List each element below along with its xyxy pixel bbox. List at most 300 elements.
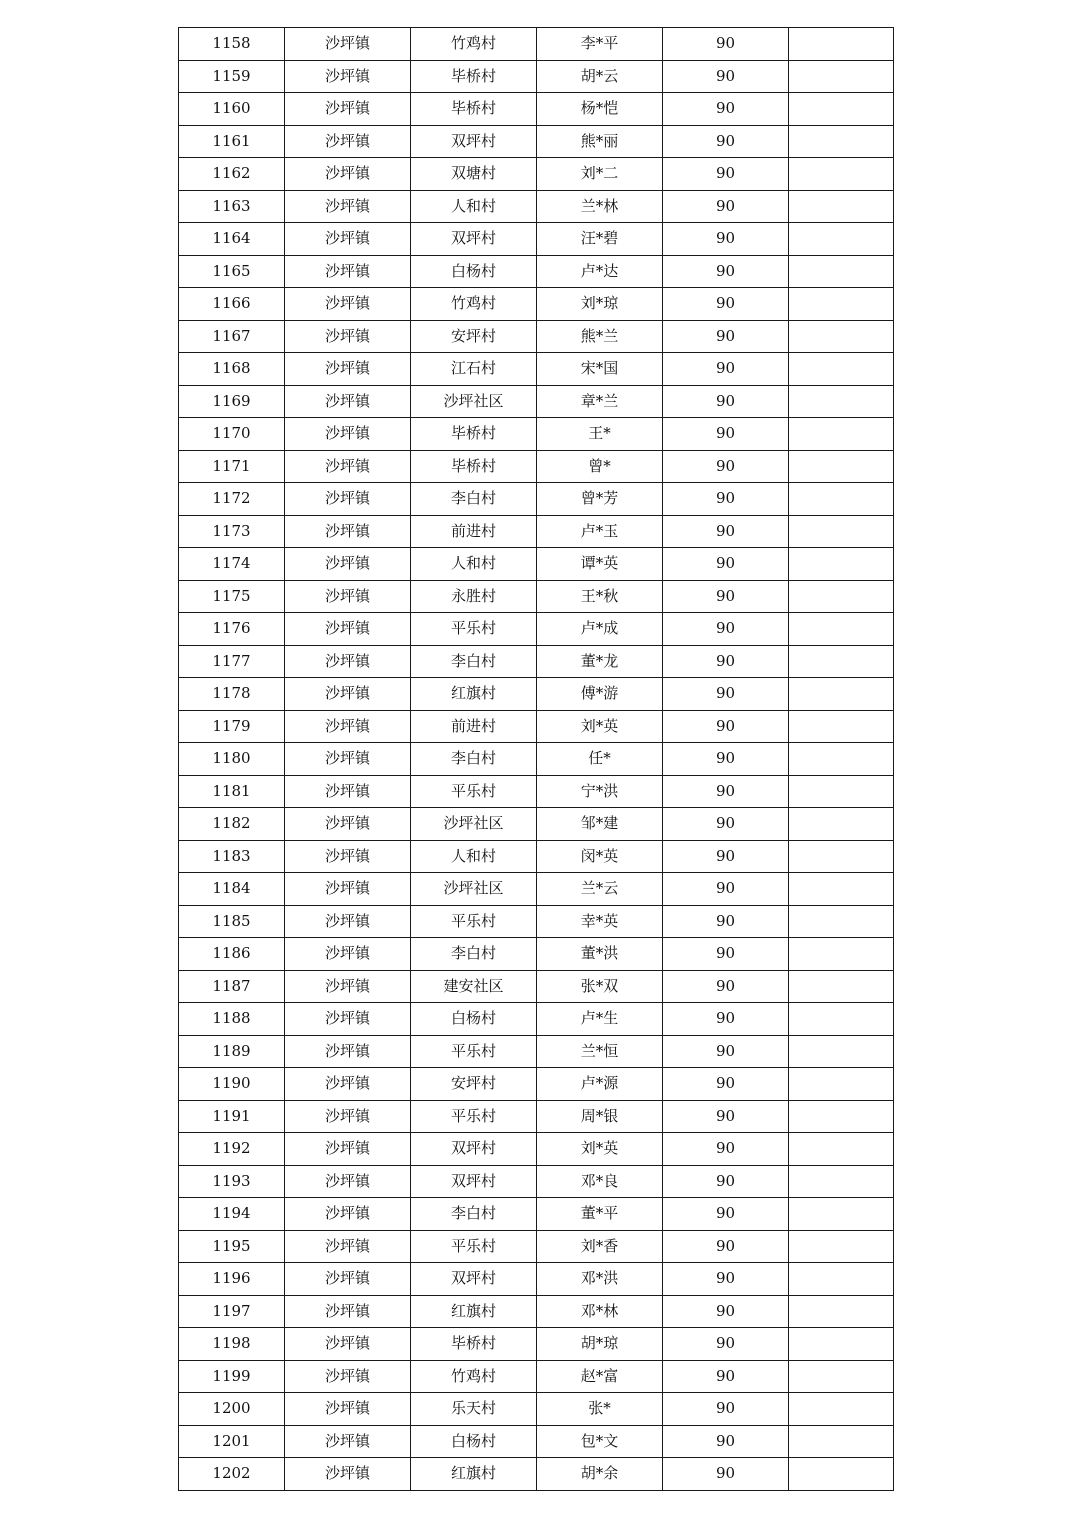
person-name-cell: 兰*林 <box>537 190 663 223</box>
person-name-cell: 邓*林 <box>537 1295 663 1328</box>
remarks-cell <box>789 1458 894 1491</box>
village-cell: 安坪村 <box>411 1068 537 1101</box>
town-cell: 沙坪镇 <box>285 938 411 971</box>
table-row <box>179 613 894 646</box>
person-name-cell: 李*平 <box>537 28 663 61</box>
town-cell: 沙坪镇 <box>285 743 411 776</box>
village-cell: 双坪村 <box>411 1165 537 1198</box>
remarks-cell <box>789 938 894 971</box>
person-name-cell: 幸*英 <box>537 905 663 938</box>
amount-cell: 90 <box>663 1263 789 1296</box>
village-cell: 江石村 <box>411 353 537 386</box>
person-name-cell: 谭*英 <box>537 548 663 581</box>
serial-number-cell: 1181 <box>179 775 285 808</box>
table-row <box>179 1295 894 1328</box>
serial-number-cell: 1186 <box>179 938 285 971</box>
table-row <box>179 1035 894 1068</box>
table-row <box>179 905 894 938</box>
person-name-cell: 卢*玉 <box>537 515 663 548</box>
person-name-cell: 宋*国 <box>537 353 663 386</box>
amount-cell: 90 <box>663 1100 789 1133</box>
town-cell: 沙坪镇 <box>285 1328 411 1361</box>
town-cell: 沙坪镇 <box>285 190 411 223</box>
amount-cell: 90 <box>663 1003 789 1036</box>
remarks-cell <box>789 645 894 678</box>
village-cell: 永胜村 <box>411 580 537 613</box>
person-name-cell: 熊*丽 <box>537 125 663 158</box>
remarks-cell <box>789 548 894 581</box>
village-cell: 毕桥村 <box>411 60 537 93</box>
town-cell: 沙坪镇 <box>285 840 411 873</box>
table-row <box>179 515 894 548</box>
town-cell: 沙坪镇 <box>285 28 411 61</box>
village-cell: 人和村 <box>411 840 537 873</box>
village-cell: 双坪村 <box>411 1133 537 1166</box>
town-cell: 沙坪镇 <box>285 1100 411 1133</box>
amount-cell: 90 <box>663 28 789 61</box>
table-row <box>179 1003 894 1036</box>
amount-cell: 90 <box>663 1458 789 1491</box>
table-row <box>179 125 894 158</box>
town-cell: 沙坪镇 <box>285 1068 411 1101</box>
remarks-cell <box>789 320 894 353</box>
town-cell: 沙坪镇 <box>285 1198 411 1231</box>
village-cell: 双坪村 <box>411 125 537 158</box>
table-row <box>179 1133 894 1166</box>
serial-number-cell: 1201 <box>179 1425 285 1458</box>
remarks-cell <box>789 125 894 158</box>
serial-number-cell: 1179 <box>179 710 285 743</box>
remarks-cell <box>789 970 894 1003</box>
person-name-cell: 董*平 <box>537 1198 663 1231</box>
village-cell: 李白村 <box>411 483 537 516</box>
amount-cell: 90 <box>663 710 789 743</box>
table-row <box>179 288 894 321</box>
table-row <box>179 970 894 1003</box>
amount-cell: 90 <box>663 548 789 581</box>
serial-number-cell: 1189 <box>179 1035 285 1068</box>
amount-cell: 90 <box>663 190 789 223</box>
amount-cell: 90 <box>663 678 789 711</box>
serial-number-cell: 1190 <box>179 1068 285 1101</box>
serial-number-cell: 1169 <box>179 385 285 418</box>
amount-cell: 90 <box>663 255 789 288</box>
amount-cell: 90 <box>663 418 789 451</box>
amount-cell: 90 <box>663 743 789 776</box>
table-row <box>179 223 894 256</box>
village-cell: 白杨村 <box>411 255 537 288</box>
person-name-cell: 章*兰 <box>537 385 663 418</box>
amount-cell: 90 <box>663 580 789 613</box>
table-row <box>179 1328 894 1361</box>
table-row <box>179 158 894 191</box>
amount-cell: 90 <box>663 645 789 678</box>
amount-cell: 90 <box>663 450 789 483</box>
serial-number-cell: 1171 <box>179 450 285 483</box>
amount-cell: 90 <box>663 385 789 418</box>
serial-number-cell: 1172 <box>179 483 285 516</box>
person-name-cell: 卢*成 <box>537 613 663 646</box>
town-cell: 沙坪镇 <box>285 450 411 483</box>
table-row <box>179 1165 894 1198</box>
serial-number-cell: 1167 <box>179 320 285 353</box>
town-cell: 沙坪镇 <box>285 1458 411 1491</box>
person-name-cell: 胡*云 <box>537 60 663 93</box>
remarks-cell <box>789 1393 894 1426</box>
remarks-cell <box>789 1165 894 1198</box>
town-cell: 沙坪镇 <box>285 678 411 711</box>
village-cell: 前进村 <box>411 710 537 743</box>
serial-number-cell: 1199 <box>179 1360 285 1393</box>
person-name-cell: 杨*恺 <box>537 93 663 126</box>
remarks-cell <box>789 1198 894 1231</box>
village-cell: 人和村 <box>411 548 537 581</box>
person-name-cell: 董*龙 <box>537 645 663 678</box>
village-cell: 竹鸡村 <box>411 288 537 321</box>
remarks-cell <box>789 1328 894 1361</box>
serial-number-cell: 1188 <box>179 1003 285 1036</box>
table-row <box>179 353 894 386</box>
village-cell: 建安社区 <box>411 970 537 1003</box>
table-row <box>179 1263 894 1296</box>
remarks-cell <box>789 418 894 451</box>
person-name-cell: 董*洪 <box>537 938 663 971</box>
village-cell: 毕桥村 <box>411 93 537 126</box>
serial-number-cell: 1161 <box>179 125 285 158</box>
serial-number-cell: 1173 <box>179 515 285 548</box>
table-row <box>179 1360 894 1393</box>
amount-cell: 90 <box>663 223 789 256</box>
village-cell: 沙坪社区 <box>411 385 537 418</box>
amount-cell: 90 <box>663 1425 789 1458</box>
town-cell: 沙坪镇 <box>285 483 411 516</box>
remarks-cell <box>789 28 894 61</box>
village-cell: 平乐村 <box>411 1230 537 1263</box>
person-name-cell: 任* <box>537 743 663 776</box>
amount-cell: 90 <box>663 1198 789 1231</box>
serial-number-cell: 1177 <box>179 645 285 678</box>
town-cell: 沙坪镇 <box>285 1263 411 1296</box>
table-row <box>179 320 894 353</box>
remarks-cell <box>789 1263 894 1296</box>
village-cell: 毕桥村 <box>411 1328 537 1361</box>
amount-cell: 90 <box>663 1360 789 1393</box>
roster-table-body <box>179 28 894 1491</box>
town-cell: 沙坪镇 <box>285 613 411 646</box>
amount-cell: 90 <box>663 1328 789 1361</box>
person-name-cell: 胡*余 <box>537 1458 663 1491</box>
serial-number-cell: 1187 <box>179 970 285 1003</box>
serial-number-cell: 1175 <box>179 580 285 613</box>
table-row <box>179 418 894 451</box>
serial-number-cell: 1198 <box>179 1328 285 1361</box>
remarks-cell <box>789 1100 894 1133</box>
amount-cell: 90 <box>663 1133 789 1166</box>
remarks-cell <box>789 775 894 808</box>
person-name-cell: 傅*游 <box>537 678 663 711</box>
table-row <box>179 1198 894 1231</box>
town-cell: 沙坪镇 <box>285 1360 411 1393</box>
remarks-cell <box>789 385 894 418</box>
table-row <box>179 938 894 971</box>
town-cell: 沙坪镇 <box>285 1003 411 1036</box>
village-cell: 双坪村 <box>411 1263 537 1296</box>
village-cell: 白杨村 <box>411 1003 537 1036</box>
table-row <box>179 93 894 126</box>
remarks-cell <box>789 905 894 938</box>
person-name-cell: 赵*富 <box>537 1360 663 1393</box>
amount-cell: 90 <box>663 158 789 191</box>
serial-number-cell: 1165 <box>179 255 285 288</box>
village-cell: 平乐村 <box>411 613 537 646</box>
village-cell: 沙坪社区 <box>411 873 537 906</box>
town-cell: 沙坪镇 <box>285 808 411 841</box>
amount-cell: 90 <box>663 353 789 386</box>
serial-number-cell: 1191 <box>179 1100 285 1133</box>
serial-number-cell: 1168 <box>179 353 285 386</box>
serial-number-cell: 1159 <box>179 60 285 93</box>
remarks-cell <box>789 613 894 646</box>
town-cell: 沙坪镇 <box>285 775 411 808</box>
serial-number-cell: 1202 <box>179 1458 285 1491</box>
table-row <box>179 483 894 516</box>
village-cell: 平乐村 <box>411 1035 537 1068</box>
person-name-cell: 兰*云 <box>537 873 663 906</box>
person-name-cell: 闵*英 <box>537 840 663 873</box>
person-name-cell: 刘*英 <box>537 710 663 743</box>
village-cell: 沙坪社区 <box>411 808 537 841</box>
table-row <box>179 743 894 776</box>
serial-number-cell: 1162 <box>179 158 285 191</box>
remarks-cell <box>789 1133 894 1166</box>
town-cell: 沙坪镇 <box>285 1230 411 1263</box>
town-cell: 沙坪镇 <box>285 970 411 1003</box>
amount-cell: 90 <box>663 970 789 1003</box>
village-cell: 白杨村 <box>411 1425 537 1458</box>
remarks-cell <box>789 223 894 256</box>
table-row <box>179 450 894 483</box>
table-row <box>179 645 894 678</box>
remarks-cell <box>789 93 894 126</box>
amount-cell: 90 <box>663 320 789 353</box>
village-cell: 前进村 <box>411 515 537 548</box>
village-cell: 双坪村 <box>411 223 537 256</box>
amount-cell: 90 <box>663 775 789 808</box>
town-cell: 沙坪镇 <box>285 353 411 386</box>
remarks-cell <box>789 483 894 516</box>
person-name-cell: 卢*达 <box>537 255 663 288</box>
serial-number-cell: 1174 <box>179 548 285 581</box>
town-cell: 沙坪镇 <box>285 873 411 906</box>
amount-cell: 90 <box>663 1230 789 1263</box>
serial-number-cell: 1200 <box>179 1393 285 1426</box>
serial-number-cell: 1164 <box>179 223 285 256</box>
remarks-cell <box>789 1230 894 1263</box>
serial-number-cell: 1166 <box>179 288 285 321</box>
person-name-cell: 曾*芳 <box>537 483 663 516</box>
person-name-cell: 卢*源 <box>537 1068 663 1101</box>
town-cell: 沙坪镇 <box>285 418 411 451</box>
amount-cell: 90 <box>663 515 789 548</box>
town-cell: 沙坪镇 <box>285 223 411 256</box>
remarks-cell <box>789 1003 894 1036</box>
table-row <box>179 1393 894 1426</box>
person-name-cell: 邹*建 <box>537 808 663 841</box>
serial-number-cell: 1170 <box>179 418 285 451</box>
serial-number-cell: 1195 <box>179 1230 285 1263</box>
amount-cell: 90 <box>663 60 789 93</box>
village-cell: 红旗村 <box>411 678 537 711</box>
village-cell: 安坪村 <box>411 320 537 353</box>
amount-cell: 90 <box>663 1295 789 1328</box>
village-cell: 毕桥村 <box>411 418 537 451</box>
town-cell: 沙坪镇 <box>285 1393 411 1426</box>
serial-number-cell: 1184 <box>179 873 285 906</box>
village-cell: 李白村 <box>411 938 537 971</box>
table-row <box>179 580 894 613</box>
town-cell: 沙坪镇 <box>285 1295 411 1328</box>
amount-cell: 90 <box>663 905 789 938</box>
table-row <box>179 710 894 743</box>
person-name-cell: 曾* <box>537 450 663 483</box>
person-name-cell: 包*文 <box>537 1425 663 1458</box>
table-row <box>179 1458 894 1491</box>
village-cell: 平乐村 <box>411 1100 537 1133</box>
serial-number-cell: 1193 <box>179 1165 285 1198</box>
town-cell: 沙坪镇 <box>285 710 411 743</box>
person-name-cell: 张*双 <box>537 970 663 1003</box>
person-name-cell: 熊*兰 <box>537 320 663 353</box>
table-row <box>179 678 894 711</box>
town-cell: 沙坪镇 <box>285 60 411 93</box>
table-row <box>179 190 894 223</box>
serial-number-cell: 1178 <box>179 678 285 711</box>
village-cell: 李白村 <box>411 743 537 776</box>
serial-number-cell: 1182 <box>179 808 285 841</box>
roster-table <box>178 27 894 1491</box>
town-cell: 沙坪镇 <box>285 1425 411 1458</box>
town-cell: 沙坪镇 <box>285 548 411 581</box>
amount-cell: 90 <box>663 1165 789 1198</box>
person-name-cell: 王*秋 <box>537 580 663 613</box>
table-row <box>179 1230 894 1263</box>
town-cell: 沙坪镇 <box>285 1035 411 1068</box>
table-row <box>179 840 894 873</box>
amount-cell: 90 <box>663 125 789 158</box>
person-name-cell: 张* <box>537 1393 663 1426</box>
town-cell: 沙坪镇 <box>285 645 411 678</box>
town-cell: 沙坪镇 <box>285 580 411 613</box>
village-cell: 竹鸡村 <box>411 28 537 61</box>
amount-cell: 90 <box>663 808 789 841</box>
village-cell: 红旗村 <box>411 1295 537 1328</box>
amount-cell: 90 <box>663 840 789 873</box>
person-name-cell: 刘*香 <box>537 1230 663 1263</box>
remarks-cell <box>789 1068 894 1101</box>
serial-number-cell: 1194 <box>179 1198 285 1231</box>
serial-number-cell: 1196 <box>179 1263 285 1296</box>
amount-cell: 90 <box>663 1035 789 1068</box>
person-name-cell: 汪*碧 <box>537 223 663 256</box>
amount-cell: 90 <box>663 483 789 516</box>
serial-number-cell: 1163 <box>179 190 285 223</box>
village-cell: 平乐村 <box>411 775 537 808</box>
town-cell: 沙坪镇 <box>285 255 411 288</box>
table-row <box>179 808 894 841</box>
remarks-cell <box>789 450 894 483</box>
remarks-cell <box>789 158 894 191</box>
town-cell: 沙坪镇 <box>285 320 411 353</box>
remarks-cell <box>789 1360 894 1393</box>
town-cell: 沙坪镇 <box>285 385 411 418</box>
town-cell: 沙坪镇 <box>285 1133 411 1166</box>
table-row <box>179 1100 894 1133</box>
village-cell: 李白村 <box>411 1198 537 1231</box>
amount-cell: 90 <box>663 1068 789 1101</box>
village-cell: 李白村 <box>411 645 537 678</box>
serial-number-cell: 1183 <box>179 840 285 873</box>
serial-number-cell: 1192 <box>179 1133 285 1166</box>
town-cell: 沙坪镇 <box>285 158 411 191</box>
person-name-cell: 刘*二 <box>537 158 663 191</box>
person-name-cell: 邓*洪 <box>537 1263 663 1296</box>
amount-cell: 90 <box>663 613 789 646</box>
person-name-cell: 卢*生 <box>537 1003 663 1036</box>
table-row <box>179 1425 894 1458</box>
town-cell: 沙坪镇 <box>285 515 411 548</box>
village-cell: 人和村 <box>411 190 537 223</box>
table-row <box>179 28 894 61</box>
remarks-cell <box>789 1425 894 1458</box>
amount-cell: 90 <box>663 288 789 321</box>
town-cell: 沙坪镇 <box>285 125 411 158</box>
amount-cell: 90 <box>663 93 789 126</box>
serial-number-cell: 1176 <box>179 613 285 646</box>
remarks-cell <box>789 353 894 386</box>
remarks-cell <box>789 840 894 873</box>
person-name-cell: 胡*琼 <box>537 1328 663 1361</box>
village-cell: 竹鸡村 <box>411 1360 537 1393</box>
serial-number-cell: 1185 <box>179 905 285 938</box>
village-cell: 红旗村 <box>411 1458 537 1491</box>
person-name-cell: 宁*洪 <box>537 775 663 808</box>
table-row <box>179 775 894 808</box>
remarks-cell <box>789 873 894 906</box>
village-cell: 毕桥村 <box>411 450 537 483</box>
village-cell: 平乐村 <box>411 905 537 938</box>
village-cell: 乐天村 <box>411 1393 537 1426</box>
remarks-cell <box>789 1035 894 1068</box>
remarks-cell <box>789 743 894 776</box>
serial-number-cell: 1180 <box>179 743 285 776</box>
person-name-cell: 王* <box>537 418 663 451</box>
person-name-cell: 刘*英 <box>537 1133 663 1166</box>
remarks-cell <box>789 515 894 548</box>
town-cell: 沙坪镇 <box>285 93 411 126</box>
amount-cell: 90 <box>663 873 789 906</box>
remarks-cell <box>789 288 894 321</box>
remarks-cell <box>789 255 894 288</box>
remarks-cell <box>789 678 894 711</box>
remarks-cell <box>789 1295 894 1328</box>
serial-number-cell: 1158 <box>179 28 285 61</box>
amount-cell: 90 <box>663 1393 789 1426</box>
town-cell: 沙坪镇 <box>285 1165 411 1198</box>
table-row <box>179 1068 894 1101</box>
table-row <box>179 385 894 418</box>
town-cell: 沙坪镇 <box>285 905 411 938</box>
person-name-cell: 刘*琼 <box>537 288 663 321</box>
